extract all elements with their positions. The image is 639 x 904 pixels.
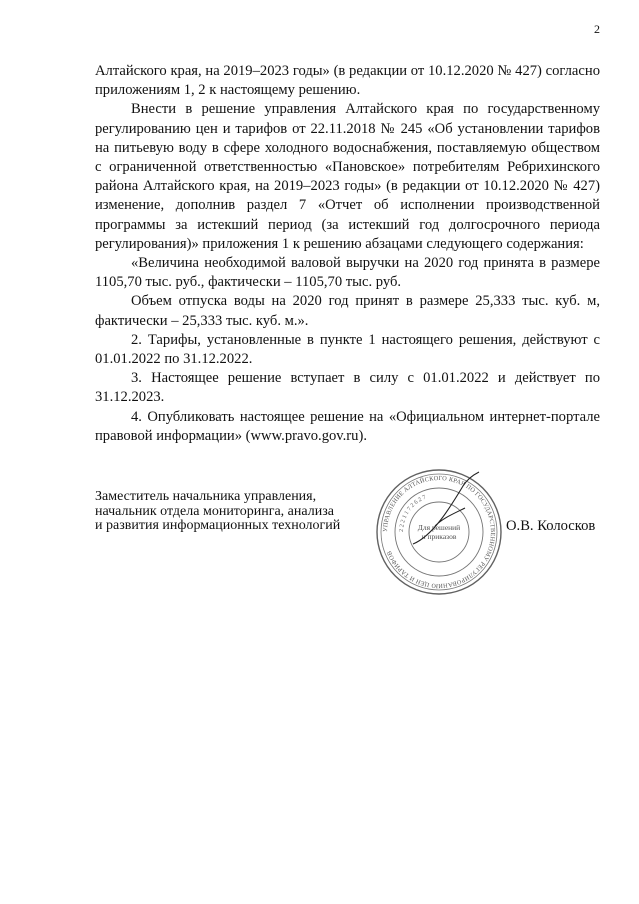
official-seal bbox=[373, 466, 505, 598]
paragraph-water-volume: Объем отпуска воды на 2020 год принят в размере 25,333 тыс. куб. м, фактически – 25,333 тыс. куб. м.». bbox=[95, 293, 600, 329]
signer-title-line: и развития информационных технологий bbox=[95, 518, 341, 533]
signer-title bbox=[95, 490, 375, 534]
paragraph-continuation: Алтайского края, на 2019–2023 годы» (в редакции от 10.12.2020 № 427) согласно приложениям 1, 2 к настоящему решению. bbox=[95, 63, 600, 99]
seal-center-text: и приказов bbox=[421, 532, 457, 541]
seal-inn-text: 2221172627 bbox=[398, 494, 429, 533]
document-body bbox=[95, 62, 600, 446]
signature-block bbox=[95, 474, 600, 610]
seal-center-text: Для решений bbox=[417, 523, 461, 532]
seal-ring-text: УПРАВЛЕНИЕ АЛТАЙСКОГО КРАЯ ПО ГОСУДАРСТВЕННОМУ РЕГУЛИРОВАНИЮ ЦЕН И ТАРИФОВ bbox=[381, 474, 497, 590]
signer-title-line: Заместитель начальника управления, bbox=[95, 489, 317, 504]
paragraph-publication: 4. Опубликовать настоящее решение на «Официальном интернет-портале правовой информации» (www.pravo.gov.ru). bbox=[95, 408, 600, 444]
paragraph-tariff-period: 2. Тарифы, установленные в пункте 1 настоящего решения, действуют с 01.01.2022 по 31.12.2022. bbox=[95, 331, 600, 368]
paragraph-revenue: «Величина необходимой валовой выручки на 2020 год принята в размере 1105,70 тыс. руб., фактически – 1105,70 тыс. руб. bbox=[95, 255, 600, 291]
signer-title-line: начальник отдела мониторинга, анализа bbox=[95, 503, 334, 519]
paragraph-amendment: Внести в решение управления Алтайского края по государственному регулированию цен и тарифов от 22.11.2018 № 245 «Об установлении тарифов на питьевую воду в сфере холодного водоснабжения, поставляемую обществом с ограниченной ответственностью «Пановское» потребителям Ребрихинского района Алтайского края, на 2019–2023 годы» (в редакции от 10.12.2020 № 427) изменение, дополнив раздел 7 «Отчет об исполнении производственной программы за истекший период (за истекший год долгосрочного периода регулирования)» приложения 1 к решению абзацами следующего содержания: bbox=[95, 101, 600, 252]
signer-name: О.В. Колосков bbox=[506, 518, 596, 534]
seal-stamp-graphic bbox=[373, 466, 505, 598]
page-number: 2 bbox=[594, 22, 600, 36]
paragraph-effective-date: 3. Настоящее решение вступает в силу с 01.01.2022 и действует по 31.12.2023. bbox=[95, 370, 600, 406]
